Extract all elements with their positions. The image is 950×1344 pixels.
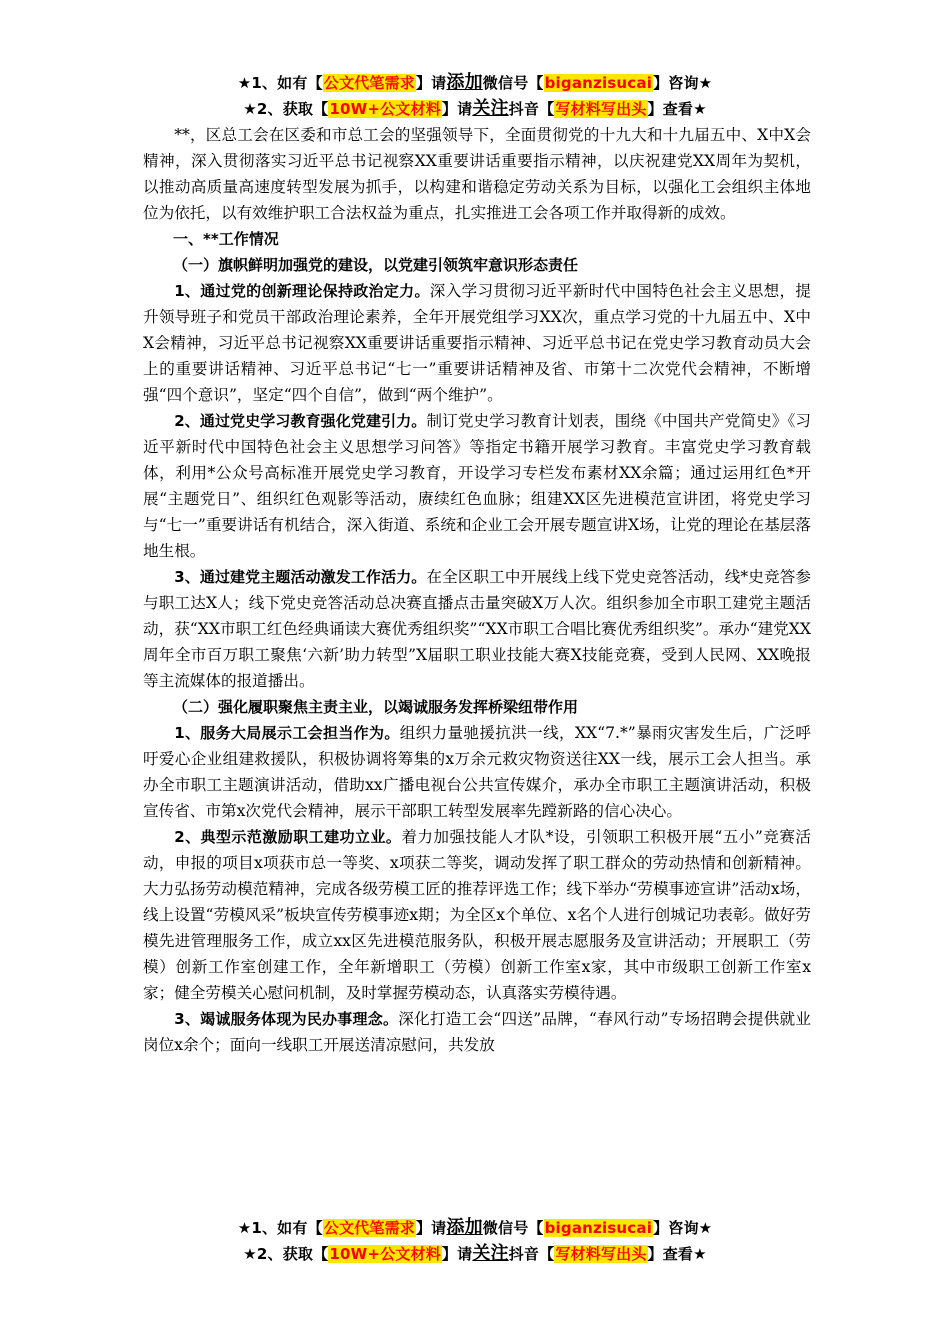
item-paragraph: [143, 408, 811, 564]
item-text: 深化打造工会“四送”品牌，“春风行动”专场招聘会提供就业岗位x余个；面向一线职工开展送清凉慰问，共发放: [143, 1010, 811, 1054]
promo-line-1: ★1、如有【公文代笔需求】请添加微信号【biganzisucai】咨询★: [237, 1217, 713, 1238]
intro-paragraph: **，区总工会在区委和市总工会的坚强领导下，全面贯彻党的十九大和十九届五中、X中X会精神，深入贯彻落实习近平总书记视察XX重要讲话重要指示精神，以庆祝建党XX周年为契机，以推动高质量高速度转型发展为抓手，以构建和谐稳定劳动关系为目标，以强化工会组织主体地位为依托，以有效维护职工合法权益为重点，扎实推进工会各项工作并取得新的成效。: [143, 126, 811, 222]
promo-douyin-id: 写材料写出头: [555, 100, 647, 118]
promo-line-2: ★2、获取【10W+公文材料】请关注抖音【写材料写出头】查看★: [243, 98, 707, 119]
document-body: [143, 122, 811, 1058]
item-paragraph: [143, 564, 811, 694]
item-lead: 2、通过党史学习教育强化党建引力。: [174, 412, 427, 430]
promo-highlight: 公文代笔需求: [323, 1219, 415, 1237]
promo-wechat-id: biganzisucai: [544, 1219, 653, 1237]
item-text: 在全区职工中开展线上线下党史竞答活动，线*史竞答参与职工达X人；线下党史竞答活动总决赛直播点击量突破X万人次。组织参加全市职工建党主题活动，获“XX市职工红色经典诵读大赛优秀组织奖”“XX市职工合唱比赛优秀组织奖”。承办“建党XX周年全市百万职工聚焦‘六新’助力转型”X届职工职业技能大赛X技能竞赛，受到人民网、XX晚报等主流媒体的报道播出。: [143, 568, 811, 690]
promo-highlight: 10W+公文材料: [329, 100, 441, 118]
promo-banner-top: [0, 70, 950, 122]
promo-wechat-id: biganzisucai: [544, 74, 653, 92]
item-paragraph: [143, 1006, 811, 1058]
promo-highlight: 10W+公文材料: [329, 1245, 441, 1263]
promo-douyin-id: 写材料写出头: [555, 1245, 647, 1263]
item-lead: 2、典型示范激励职工建功立业。: [174, 828, 402, 846]
promo-highlight: 公文代笔需求: [323, 74, 415, 92]
item-paragraph: [143, 824, 811, 1006]
promo-banner-bottom: [0, 1215, 950, 1267]
item-lead: 1、服务大局展示工会担当作为。: [174, 724, 400, 742]
item-text: 制订党史学习教育计划表，围绕《中国共产党简史》《习近平新时代中国特色社会主义思想学习问答》等指定书籍开展学习教育。丰富党史学习教育载体，利用*公众号高标准开展党史学习教育，开设学习专栏发布素材XX余篇；通过运用红色*开展“主题党日”、组织红色观影等活动，赓续红色血脉；组建XX区先进模范宣讲团，将党史学习与“七一”重要讲话有机结合，深入街道、系统和企业工会开展专题宣讲X场，让党的理论在基层落地生根。: [143, 412, 811, 560]
item-paragraph: [143, 278, 811, 408]
promo-underlined: 关注: [472, 1243, 509, 1264]
subsection-heading: （二）强化履职聚焦主责主业，以竭诚服务发挥桥梁纽带作用: [173, 698, 579, 716]
item-text: 组织力量驰援抗洪一线，XX“7.*”暴雨灾害发生后，广泛呼吁爱心企业组建救援队，积极协调将筹集的x万余元救灾物资送往XX一线，展示工会人担当。承办全市职工主题演讲活动，借助xx广播电视台公共宣传媒介，承办全市职工主题演讲活动，积极宣传省、市第x次党代会精神，展示干部职工转型发展率先蹚新路的信心决心。: [143, 724, 811, 820]
item-lead: 3、竭诚服务体现为民办事理念。: [174, 1010, 399, 1028]
promo-underlined: 添加: [446, 72, 483, 93]
subsection-heading: （一）旗帜鲜明加强党的建设，以党建引领筑牢意识形态责任: [173, 256, 579, 274]
promo-underlined: 关注: [472, 98, 509, 119]
item-text: 着力加强技能人才队*设，引领职工积极开展“五小”竞赛活动，申报的项目x项获市总一等奖、x项获二等奖，调动发挥了职工群众的劳动热情和创新精神。大力弘扬劳动模范精神，完成各级劳模工匠的推荐评选工作；线下举办“劳模事迹宣讲”活动x场，线上设置“劳模风采”板块宣传劳模事迹x期；为全区x个单位、x名个人进行创城记功表彰。做好劳模先进管理服务工作，成立xx区先进模范服务队，积极开展志愿服务及宣讲活动；开展职工（劳模）创新工作室创建工作，全年新增职工（劳模）创新工作室x家，其中市级职工创新工作室x家；健全劳模关心慰问机制，及时掌握劳模动态，认真落实劳模待遇。: [143, 828, 811, 1002]
promo-line-2: ★2、获取【10W+公文材料】请关注抖音【写材料写出头】查看★: [243, 1243, 707, 1264]
item-lead: 1、通过党的创新理论保持政治定力。: [174, 282, 430, 300]
item-text: 深入学习贯彻习近平新时代中国特色社会主义思想，提升领导班子和党员干部政治理论素养，全年开展党组学习XX次，重点学习党的十九届五中、X中X会精神，习近平总书记视察XX重要讲话重要指示精神、习近平总书记在党史学习教育动员大会上的重要讲话精神、习近平总书记“七一”重要讲话精神及省、市第十二次党代会精神，不断增强“四个意识”，坚定“四个自信”，做到“两个维护”。: [143, 282, 811, 404]
item-paragraph: [143, 720, 811, 824]
section-heading: 一、**工作情况: [173, 230, 279, 248]
item-lead: 3、通过建党主题活动激发工作活力。: [174, 568, 427, 586]
promo-line-1: ★1、如有【公文代笔需求】请添加微信号【biganzisucai】咨询★: [237, 72, 713, 93]
promo-underlined: 添加: [446, 1217, 483, 1238]
